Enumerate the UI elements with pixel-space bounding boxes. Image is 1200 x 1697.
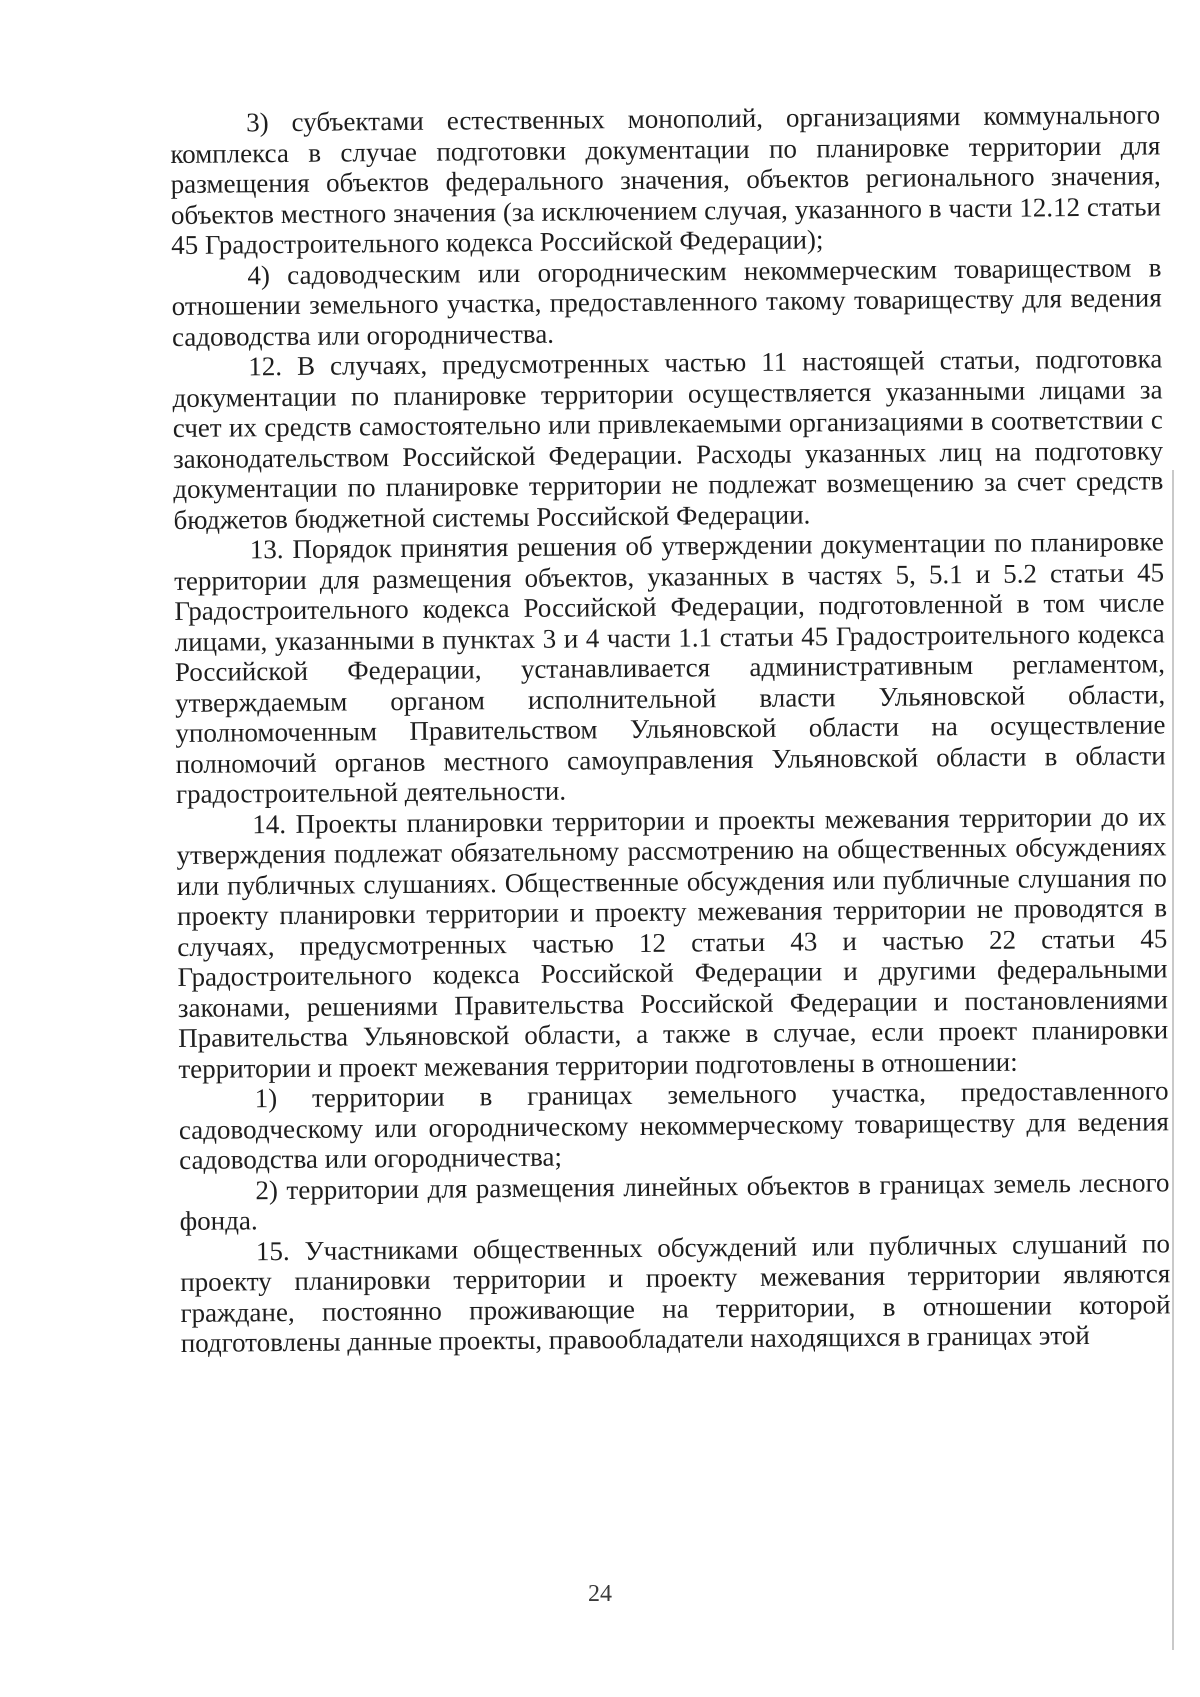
document-body xyxy=(170,99,1171,1358)
paragraph-item-4: 4) садоводческим или огородническим некоммерческим товариществом в отношении земельного участка, предоставленного такому товариществу для ведения садоводства или огородничества. xyxy=(171,251,1162,352)
paragraph-item-3: 3) субъектами естественных монополий, организациями коммунального комплекса в случае подготовки документации по планировке территории для размещения объектов федерального значения, объектов регионального значения, объектов местного значения (за исключением случая, указанного в части 12.12 статьи 45 Градостроительного кодекса Российской Федерации); xyxy=(170,99,1162,260)
paragraph-section-15: 15. Участниками общественных обсуждений или публичных слушаний по проекту планировки территории и проекту межевания территории являются граждане, постоянно проживающие на территории, в отношении которой подготовлены данные проекты, правообладатели находящихся в границах этой xyxy=(180,1227,1171,1358)
page-number: 24 xyxy=(588,1581,612,1607)
paragraph-item-14-2: 2) территории для размещения линейных объектов в границах земель лесного фонда. xyxy=(179,1166,1170,1236)
paragraph-section-13: 13. Порядок принятия решения об утверждении документации по планировке территории для размещения объектов, указанных в частях 5, 5.1 и 5.2 статьи 45 Градостроительного кодекса Российской Федерации, подготовленной в том числе лицами, указанными в пунктах 3 и 4 части 1.1 статьи 45 Градостроительного кодекса Российской Федерации, устанавливается административным регламентом, утверждаемым органом исполнительной власти Ульяновской области, уполномоченным Правительством Ульяновской области на осуществление полномочий органов местного самоуправления Ульяновской области в области градостроительной деятельности. xyxy=(173,526,1166,809)
scan-edge-line xyxy=(1172,470,1174,1650)
paragraph-section-14: 14. Проекты планировки территории и проекты межевания территории до их утверждения подлежат обязательному рассмотрению на общественных обсуждениях или публичных слушаниях. Общественные обсуждения или публичные слушания по проекту планировки территории и проекту межевания территории не проводятся в случаях, предусмотренных частью 12 статьи 43 и частью 22 статьи 45 Градостроительного кодекса Российской Федерации и другими федеральными законами, решениями Правительства Российской Федерации и постановлениями Правительства Ульяновской области, а также в случае, если проект планировки территории и проект межевания территории подготовлены в отношении: xyxy=(176,800,1169,1084)
paragraph-section-12: 12. В случаях, предусмотренных частью 11 настоящей статьи, подготовка документации по планировке территории осуществляется указанными лицами за счет их средств самостоятельно или привлекаемыми организациями в соответствии с законодательством Российской Федерации. Расходы указанных лиц на подготовку документации по планировке территории не подлежат возмещению за счет средств бюджетов бюджетной системы Российской Федерации. xyxy=(172,343,1164,535)
paragraph-item-14-1: 1) территории в границах земельного участка, предоставленного садоводческому или огородническому некоммерческому товариществу для ведения садоводства или огородничества; xyxy=(178,1075,1170,1175)
